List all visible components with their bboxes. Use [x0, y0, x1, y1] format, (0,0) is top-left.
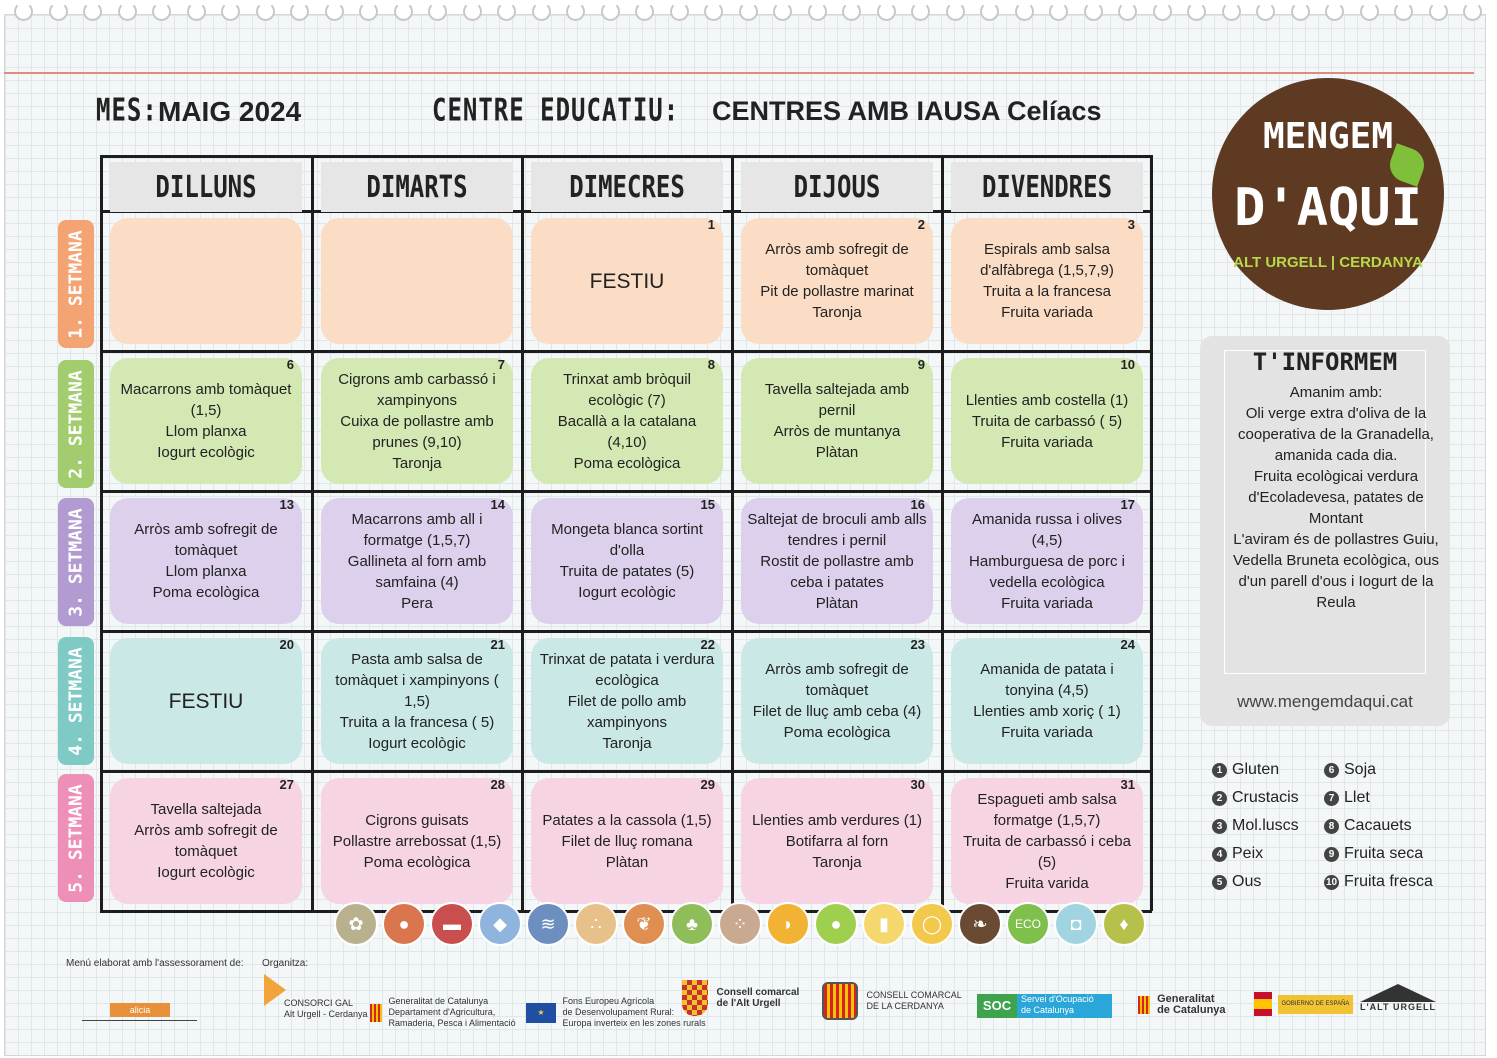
- allergen-number-badge: 10: [1325, 876, 1338, 888]
- binding-ring: [221, 2, 240, 21]
- sponsor-line: GOBIERNO DE ESPAÑA: [1278, 995, 1354, 1014]
- day-header: DIJOUS: [741, 162, 933, 212]
- sponsor-generalitat-agricultura: [370, 996, 516, 1029]
- centre-value: CENTRES AMB IAUSA Celíacs: [712, 96, 1102, 126]
- dish-line: Rostit de pollastre amb ceba i patates: [760, 552, 914, 591]
- menu-calendar: [100, 155, 1152, 911]
- dish-line: Llom planxa: [165, 423, 247, 440]
- allergen-label: Llet: [1344, 789, 1370, 806]
- menu-cell: [951, 778, 1143, 904]
- nuts-icon: ⁘: [718, 902, 762, 946]
- shield-icon: [682, 980, 708, 1016]
- logo-line-3: ALT URGELL | CERDANYA: [1233, 254, 1423, 271]
- binding-ring: [877, 2, 896, 21]
- sponsor-cc-cerdanya: [822, 982, 962, 1020]
- dish-line: Pera: [401, 594, 433, 612]
- meat-leg-icon: ●: [382, 902, 426, 946]
- dish-line: Iogurt ecològic: [578, 584, 676, 601]
- dish-line: Plàtan: [605, 853, 649, 871]
- binding-ring: [1153, 2, 1172, 21]
- sponsor-line: Servei d'Ocupació: [1021, 994, 1094, 1004]
- sponsor-line: Consell comarcal: [716, 987, 800, 998]
- dish-line: Llenties amb costella (1): [965, 391, 1129, 409]
- day-header: DIVENDRES: [951, 162, 1143, 212]
- allergen-number-badge: 8: [1324, 819, 1339, 834]
- centre-label: CENTRE EDUCATIU:: [432, 91, 680, 129]
- sausage-icon: ▬: [430, 902, 474, 946]
- month-label: MES:: [96, 91, 158, 129]
- binding-ring: [428, 2, 447, 21]
- allergen-item: [1324, 760, 1376, 780]
- binding-ring: [1325, 2, 1344, 21]
- binding-ring: [463, 2, 482, 21]
- info-panel: [1200, 336, 1450, 726]
- binding-ring: [980, 2, 999, 21]
- menu-cell: [531, 498, 723, 624]
- binding-ring: [14, 2, 33, 21]
- day-number: 15: [700, 497, 715, 512]
- day-header: DIMARTS: [321, 162, 513, 212]
- menu-cell: [321, 778, 513, 904]
- day-number: 21: [490, 637, 505, 652]
- olive-oil-icon: ♦: [1102, 902, 1146, 946]
- allergen-number-badge: 5: [1212, 875, 1227, 890]
- sponsor-line: de Catalunya: [1157, 1004, 1226, 1016]
- allergen-item: [1212, 872, 1261, 892]
- allergen-item: [1324, 844, 1423, 864]
- dish-line: Pasta amb salsa de tomàquet i xampinyons ( 1,5): [335, 650, 499, 710]
- dish-line: Filet de lluç romana: [561, 832, 693, 850]
- dish-line: Pit de pollastre marinat: [760, 283, 914, 300]
- binding-ring: [566, 2, 585, 21]
- grid-horizontal-line: [100, 350, 1152, 353]
- binding-ring: [1222, 2, 1241, 21]
- grid-vertical-line: [1150, 155, 1153, 911]
- binding-ring: [1291, 2, 1310, 21]
- menu-cell: [951, 498, 1143, 624]
- menu-cell: [321, 638, 513, 764]
- holiday-label: FESTIU: [589, 269, 665, 293]
- dish-line: Truita a la francesa ( 5): [339, 713, 495, 731]
- dish-line: Macarrons amb tomàquet (1,5): [120, 381, 292, 419]
- day-number: 14: [490, 497, 505, 512]
- day-number: 13: [279, 497, 294, 512]
- allergen-label: Soja: [1344, 761, 1377, 778]
- grid-vertical-line: [311, 155, 314, 911]
- dish-line: Botifarra al forn: [785, 832, 889, 850]
- binding-ring: [704, 2, 723, 21]
- sponsor-line: DE LA CERDANYA: [866, 1001, 944, 1011]
- info-line: Fruita ecològicai verdura d'Ecoladevesa, patates de Montant: [1248, 468, 1424, 527]
- dish-line: Filet de pollo amb xampinyons: [567, 692, 687, 731]
- sponsor-line: Generalitat de Catalunya: [388, 996, 489, 1006]
- dairy-icon: ▮: [862, 902, 906, 946]
- sponsor-line: de Catalunya: [1021, 1005, 1075, 1015]
- day-number: 31: [1120, 777, 1135, 792]
- menu-cell: [531, 218, 723, 344]
- dish-line: Taronja: [812, 853, 862, 871]
- website-link[interactable]: www.mengemdaqui.cat: [1237, 692, 1413, 711]
- sponsor-line: Departament d'Agricultura,: [388, 1007, 496, 1017]
- dish-line: Arròs de muntanya: [773, 423, 901, 440]
- info-line: L'aviram és de pollastres Guiu, Vedella Bruneta ecològica, ous d'un parell d'ous i Iogurt de la Reula: [1233, 531, 1439, 611]
- spiral-binding: [0, 0, 1497, 22]
- dish-line: Poma ecològica: [573, 454, 681, 472]
- dish-line: Pollastre arrebossat (1,5): [332, 832, 502, 850]
- sponsor-line: L'ALT URGELL: [1360, 1002, 1436, 1012]
- sponsor-line: CONSORCI GAL: [284, 998, 354, 1008]
- mountain-icon: [1360, 984, 1436, 1002]
- alicia-logo: [82, 975, 197, 1021]
- dish-line: Poma ecològica: [152, 584, 260, 601]
- dish-line: Tavella saltejada amb pernil: [764, 381, 910, 419]
- week-tab: [58, 498, 94, 626]
- allergen-label: Mol.luscs: [1232, 817, 1299, 834]
- day-number: 3: [1127, 217, 1135, 232]
- eu-flag-icon: ★: [526, 1003, 556, 1023]
- binding-ring: [532, 2, 551, 21]
- day-number: 30: [910, 777, 925, 792]
- day-number: 24: [1120, 637, 1135, 652]
- binding-ring: [911, 2, 930, 21]
- dish-line: Fruita variada: [1001, 304, 1093, 321]
- binding-ring: [670, 2, 689, 21]
- dish-line: Truita de patates (5): [559, 563, 695, 580]
- menu-cell: [321, 498, 513, 624]
- dish-line: Mongeta blanca sortint d'olla: [551, 521, 703, 559]
- grain-icon: ❦: [622, 902, 666, 946]
- dish-line: Arròs amb sofregit de tomàquet: [134, 822, 278, 860]
- menu-cell: [741, 778, 933, 904]
- dish-line: Macarrons amb all i formatge (1,5,7): [351, 510, 483, 549]
- senyera-icon: [370, 1004, 382, 1022]
- organitza-label: Organitza:: [262, 958, 309, 969]
- week-label: 5. SETMANA: [65, 783, 87, 893]
- dish-line: Cigrons amb carbassó i xampinyons: [338, 370, 496, 409]
- dish-line: Llenties amb verdures (1): [751, 811, 923, 829]
- week-tab: [58, 774, 94, 902]
- sponsor-soc: [977, 994, 1112, 1018]
- menu-cell: [531, 778, 723, 904]
- crest-icon: [822, 982, 858, 1020]
- senyera-icon: [1138, 996, 1150, 1014]
- menu-cell: [110, 498, 302, 624]
- grid-vertical-line: [521, 155, 524, 911]
- menu-cell: [951, 358, 1143, 484]
- dish-line: Truita de carbassó i ceba (5): [963, 832, 1131, 871]
- week-tab: [58, 360, 94, 488]
- sponsor-line: de Desenvolupament Rural:: [562, 1007, 675, 1017]
- dish-line: Fruita varida: [1005, 874, 1089, 892]
- binding-ring: [325, 2, 344, 21]
- info-text: [1222, 382, 1450, 613]
- dish-line: Fruita variada: [1001, 724, 1093, 741]
- sponsor-line: Generalitat: [1157, 993, 1215, 1005]
- logo-line-1: MENGEM: [1262, 116, 1394, 157]
- spain-emblem-icon: [1254, 992, 1272, 1016]
- logo-line-2: D'AQUI: [1234, 178, 1422, 238]
- dish-line: Poma ecològica: [363, 853, 471, 871]
- sponsor-generalitat: [1138, 994, 1226, 1016]
- week-tab: [58, 220, 94, 348]
- sponsor-gal-logo: [262, 972, 368, 1019]
- allergen-label: Crustacis: [1232, 789, 1299, 806]
- menu-cell: [741, 498, 933, 624]
- dish-line: Filet de lluç amb ceba (4): [752, 703, 922, 720]
- allergen-legend: [1212, 760, 1472, 900]
- food-icon-strip: [334, 902, 1154, 946]
- allergen-item: [1212, 760, 1279, 780]
- allergen-label: Cacauets: [1344, 817, 1412, 834]
- dish-line: Poma ecològica: [783, 724, 891, 741]
- gal-triangle-icon: [264, 974, 286, 1006]
- sponsor-gobierno: [1254, 992, 1353, 1016]
- mengem-daqui-logo: [1212, 78, 1444, 310]
- grid-vertical-line: [100, 155, 103, 911]
- allergen-item: [1212, 816, 1299, 836]
- sponsor-line: Fons Europeu Agrícola: [562, 996, 655, 1006]
- holiday-label: FESTIU: [168, 689, 244, 713]
- grid-vertical-line: [731, 155, 734, 911]
- week-label: 1. SETMANA: [65, 229, 87, 339]
- advice-label: Menú elaborat amb l'assessorament de:: [66, 958, 244, 969]
- dish-line: Iogurt ecològic: [368, 734, 466, 752]
- dish-line: Taronja: [812, 304, 862, 321]
- day-number: 16: [910, 497, 925, 512]
- day-number: 9: [917, 357, 925, 372]
- binding-ring: [946, 2, 965, 21]
- soc-logo: SOC: [977, 994, 1017, 1018]
- day-number: 8: [707, 357, 715, 372]
- margin-line: [4, 72, 1474, 74]
- sponsor-line: CONSELL COMARCAL: [866, 990, 962, 1000]
- advisor-name: alicia: [110, 1003, 170, 1017]
- menu-cell: [741, 358, 933, 484]
- dish-line: Arròs amb sofregit de tomàquet: [765, 661, 909, 699]
- allergen-number-badge: 1: [1212, 763, 1227, 778]
- dish-line: Trinxat amb bròquil ecològic (7): [563, 370, 691, 409]
- sponsor-line: Alt Urgell - Cerdanya: [284, 1009, 368, 1019]
- week-label: 2. SETMANA: [65, 369, 87, 479]
- menu-cell: [531, 638, 723, 764]
- sardines-icon: ≋: [526, 902, 570, 946]
- dish-line: Fruita variada: [1001, 594, 1093, 612]
- binding-ring: [118, 2, 137, 21]
- menu-cell: [110, 638, 302, 764]
- binding-ring: [256, 2, 275, 21]
- allergen-number-badge: 9: [1324, 847, 1339, 862]
- allergen-number-badge: 3: [1212, 819, 1227, 834]
- dish-line: Espirals amb salsa d'alfàbrega (1,5,7,9): [980, 241, 1114, 279]
- day-number: 7: [497, 357, 505, 372]
- dish-line: Cigrons guisats: [365, 811, 469, 829]
- allergen-label: Fruita fresca: [1344, 873, 1433, 890]
- allergen-label: Peix: [1232, 845, 1264, 862]
- binding-ring: [601, 2, 620, 21]
- binding-ring: [359, 2, 378, 21]
- legumes-icon: ∴: [574, 902, 618, 946]
- grid-horizontal-line: [100, 770, 1152, 773]
- allergen-item: [1324, 788, 1370, 808]
- binding-ring: [497, 2, 516, 21]
- dish-line: Gallineta al forn amb samfaina (4): [347, 552, 487, 591]
- binding-ring: [1429, 2, 1448, 21]
- sponsor-line: de l'Alt Urgell: [716, 998, 781, 1009]
- dish-line: Iogurt ecològic: [157, 444, 255, 461]
- menu-cell: [741, 218, 933, 344]
- binding-ring: [49, 2, 68, 21]
- allergen-label: Ous: [1232, 873, 1262, 890]
- menu-cell: [531, 358, 723, 484]
- grid-vertical-line: [941, 155, 944, 911]
- binding-ring: [83, 2, 102, 21]
- sponsor-line: Ramaderia, Pesca i Alimentació: [388, 1018, 516, 1028]
- cereal-icon: ✿: [334, 902, 378, 946]
- sponsor-alt-urgell: [1360, 984, 1436, 1013]
- week-label: 3. SETMANA: [65, 507, 87, 617]
- allergen-item: [1212, 844, 1263, 864]
- day-number: 2: [917, 217, 925, 232]
- dish-line: Truita de carbassó ( 5): [971, 412, 1123, 430]
- day-number: 29: [700, 777, 715, 792]
- dish-line: Trinxat de patata i verdura ecològica: [539, 650, 715, 689]
- menu-cell: [110, 358, 302, 484]
- sponsor-cc-alt-urgell: [682, 980, 799, 1016]
- binding-ring: [1187, 2, 1206, 21]
- menu-cell: [951, 638, 1143, 764]
- vegetables-icon: ♣: [670, 902, 714, 946]
- dish-line: Bacallà a la catalana (4,10): [557, 412, 697, 451]
- dish-line: Hamburguesa de porc i vedella ecològica: [969, 552, 1125, 591]
- dish-line: Truita a la francesa: [983, 283, 1111, 300]
- apple-icon: ●: [814, 902, 858, 946]
- grid-horizontal-line: [100, 630, 1152, 633]
- binding-ring: [635, 2, 654, 21]
- dish-line: Iogurt ecològic: [157, 864, 255, 881]
- dish-line: Amanida de patata i tonyina (4,5): [980, 661, 1114, 699]
- binding-ring: [1084, 2, 1103, 21]
- month-value: MAIG 2024: [158, 96, 302, 127]
- day-number: 20: [279, 637, 294, 652]
- day-number: 23: [910, 637, 925, 652]
- day-number: 27: [279, 777, 294, 792]
- allergen-number-badge: 7: [1324, 791, 1339, 806]
- allergen-item: [1324, 872, 1433, 892]
- dish-line: Amanida russa i olives (4,5): [971, 510, 1123, 549]
- day-header: DILLUNS: [110, 162, 302, 212]
- binding-ring: [773, 2, 792, 21]
- binding-ring: [394, 2, 413, 21]
- menu-cell: [321, 218, 513, 344]
- day-number: 10: [1120, 357, 1135, 372]
- dish-line: Llom planxa: [165, 563, 247, 580]
- info-line: Amanim amb:: [1289, 384, 1383, 401]
- binding-ring: [1256, 2, 1275, 21]
- allergen-number-badge: 2: [1212, 791, 1227, 806]
- binding-ring: [187, 2, 206, 21]
- grid-horizontal-line: [100, 490, 1152, 493]
- binding-ring: [152, 2, 171, 21]
- allergen-label: Fruita seca: [1344, 845, 1424, 862]
- fish-icon: ◆: [478, 902, 522, 946]
- dish-line: Arròs amb sofregit de tomàquet: [765, 241, 909, 279]
- binding-ring: [1118, 2, 1137, 21]
- binding-ring: [739, 2, 758, 21]
- week-label: 4. SETMANA: [65, 646, 87, 756]
- chicken-icon: ◗: [766, 902, 810, 946]
- allergen-label: Gluten: [1232, 761, 1280, 778]
- binding-ring: [1360, 2, 1379, 21]
- binding-ring: [808, 2, 827, 21]
- info-line: Oli verge extra d'oliva de la cooperativa de la Granadella, amanida cada dia.: [1238, 405, 1434, 464]
- dish-line: Plàtan: [815, 594, 859, 612]
- dish-line: Patates a la cassola (1,5): [542, 811, 712, 829]
- day-number: 28: [490, 777, 505, 792]
- day-header: DIMECRES: [531, 162, 723, 212]
- day-number: 6: [286, 357, 294, 372]
- menu-cell: [321, 358, 513, 484]
- sponsor-line: Europa inverteix en les zones rurals: [562, 1018, 706, 1028]
- dish-line: Cuixa de pollastre amb prunes (9,10): [340, 412, 494, 451]
- dish-line: Taronja: [392, 454, 442, 472]
- day-number: 1: [707, 217, 715, 232]
- menu-cell: [741, 638, 933, 764]
- allergen-number-badge: 6: [1324, 763, 1339, 778]
- binding-ring: [1463, 2, 1482, 21]
- menu-cell: [110, 778, 302, 904]
- dish-line: Espagueti amb salsa formatge (1,5,7): [977, 790, 1117, 829]
- day-number: 17: [1120, 497, 1135, 512]
- eco-icon: ECO: [1006, 902, 1050, 946]
- dish-line: Llenties amb xoriç ( 1): [973, 703, 1121, 720]
- egg-icon: ◯: [910, 902, 954, 946]
- dish-line: Saltejat de broculi amb alls tendres i pernil: [747, 510, 927, 549]
- sponsor-feader: [526, 996, 706, 1029]
- binding-ring: [1015, 2, 1034, 21]
- allergen-item: [1212, 788, 1299, 808]
- binding-ring: [1394, 2, 1413, 21]
- grid-horizontal-line: [100, 155, 1152, 158]
- day-number: 22: [700, 637, 715, 652]
- allergen-item: [1324, 816, 1412, 836]
- binding-ring: [1049, 2, 1068, 21]
- binding-ring: [290, 2, 309, 21]
- week-tab: [58, 637, 94, 765]
- dish-line: Plàtan: [815, 444, 859, 461]
- dish-line: Arròs amb sofregit de tomàquet: [134, 521, 278, 559]
- dish-line: Tavella saltejada: [150, 801, 262, 818]
- dish-line: Taronja: [602, 734, 652, 752]
- menu-cell: [951, 218, 1143, 344]
- dish-line: Fruita variada: [1001, 433, 1093, 451]
- milk-jug-icon: ◘: [1054, 902, 1098, 946]
- menu-cell: [110, 218, 302, 344]
- herbs-icon: ❧: [958, 902, 1002, 946]
- binding-ring: [842, 2, 861, 21]
- allergen-number-badge: 4: [1212, 847, 1227, 862]
- info-title: T'INFORMEM: [1252, 348, 1398, 376]
